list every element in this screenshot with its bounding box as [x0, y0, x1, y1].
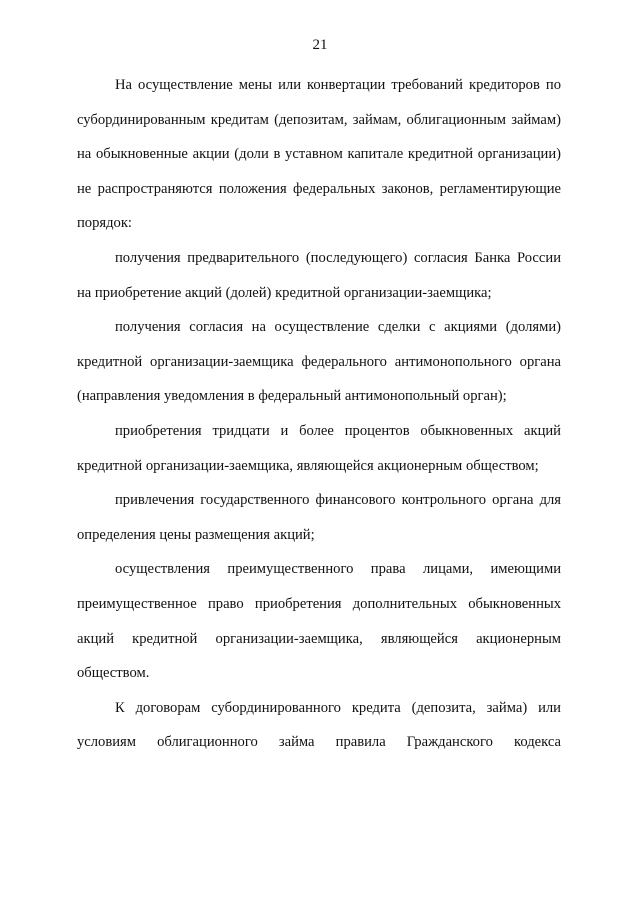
- paragraph-antimonopoly-consent: получения согласия на осуществление сделки с акциями (долями) кредитной организации-заемщика федерального антимонопольного органа (направления уведомления в федеральный антимонопольный орган);: [77, 319, 561, 405]
- paragraph-subordinated-loan-contracts: К договорам субординированного кредита (депозита, займа) или условиям облигационного займа правила Гражданского кодекса: [77, 699, 561, 751]
- paragraph-bank-of-russia-consent: получения предварительного (последующего) согласия Банка России на приобретение акций (долей) кредитной организации-заемщика;: [77, 249, 561, 301]
- paragraph-preemptive-right: осуществления преимущественного права лицами, имеющими преимущественное право приобретения дополнительных обыкновенных акций кредитной организации-заемщика, являющейся акционерным обществом.: [77, 561, 561, 682]
- document-body: [77, 68, 561, 760]
- paragraph-financial-control-body: привлечения государственного финансового контрольного органа для определения цены размещения акций;: [77, 492, 561, 543]
- paragraph-thirty-percent-acquisition: приобретения тридцати и более процентов обыкновенных акций кредитной организации-заемщика, являющейся акционерным обществом;: [77, 422, 561, 474]
- paragraph-exchange-conversion: На осуществление мены или конвертации требований кредиторов по субординированным кредитам (депозитам, займам, облигационным займам) на обыкновенные акции (доли в уставном капитале кредитной организации) не распространяются положения федеральных законов, регламентирующие порядок:: [77, 77, 561, 232]
- page-number: 21: [312, 37, 328, 53]
